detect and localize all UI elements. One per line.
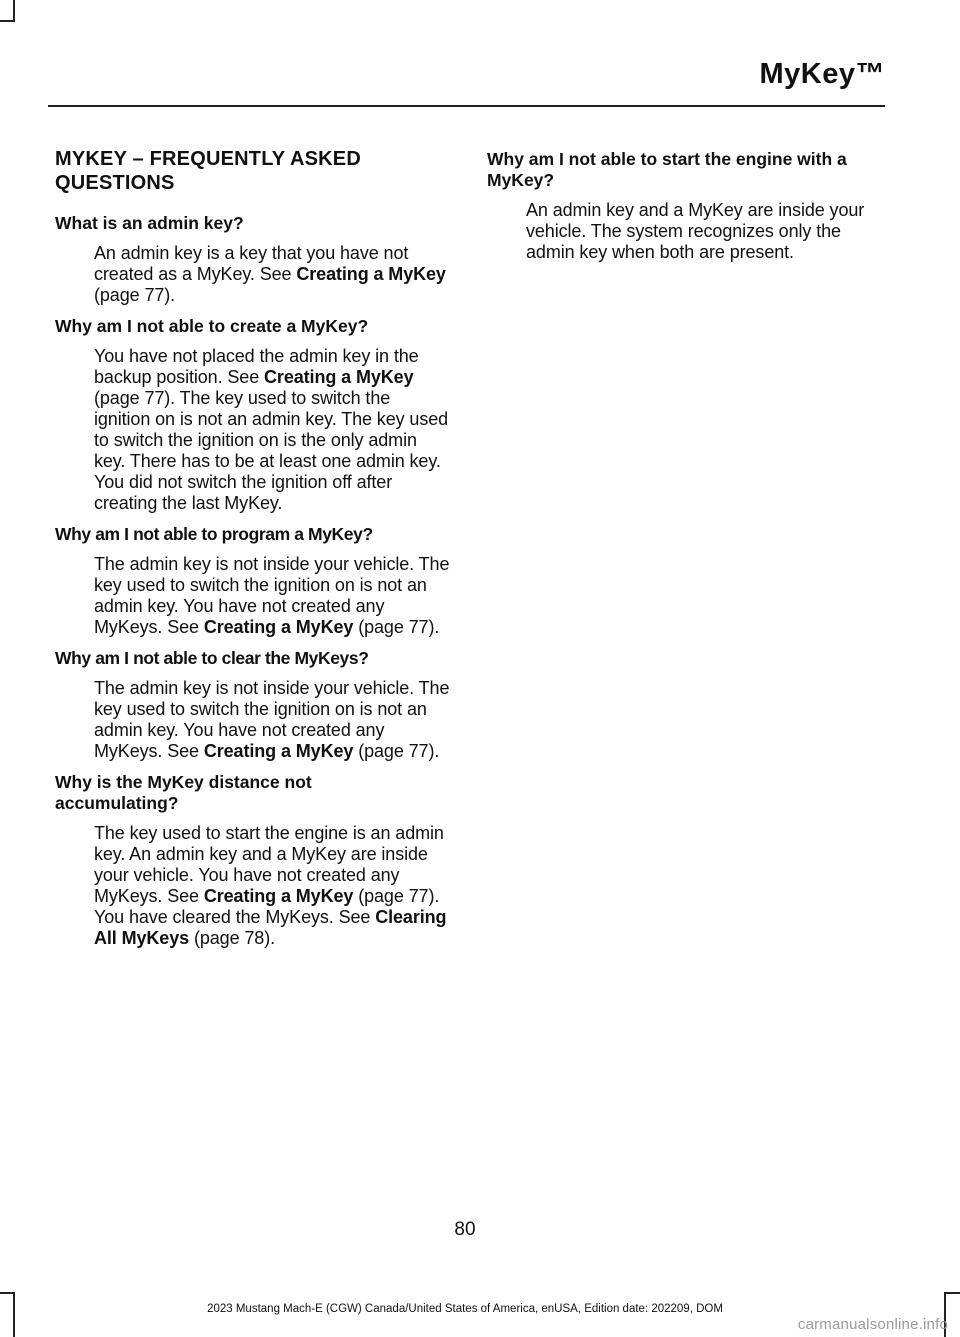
header-divider bbox=[48, 105, 885, 107]
crop-mark bbox=[13, 0, 15, 22]
cross-reference-link[interactable]: Creating a MyKey bbox=[264, 367, 414, 387]
faq-question: Why am I not able to clear the MyKeys? bbox=[55, 648, 369, 668]
crop-mark bbox=[0, 20, 14, 22]
faq-answer: An admin key and a MyKey are inside your vehicle. The system recognizes only the admin key when both are present. bbox=[526, 200, 865, 262]
faq-question: Why am I not able to start the engine with a MyKey? bbox=[487, 149, 847, 190]
faq-answer: The key used to start the engine is an admin key. An admin key and a MyKey are inside your vehicle. You have not created any MyKeys. See Creating a MyKey (page 77). You have cleared the MyKeys. See Clearing All MyKeys (page 78). bbox=[94, 823, 447, 948]
cross-reference-link[interactable]: Creating a MyKey bbox=[203, 617, 354, 637]
crop-mark bbox=[0, 1292, 14, 1294]
faq-answer: The admin key is not inside your vehicle. The key used to switch the ignition on is not an admin key. You have not created any MyKeys. See Creating a MyKey (page 77). bbox=[94, 678, 450, 761]
cross-reference-link[interactable]: Creating a MyKey bbox=[203, 886, 354, 906]
left-column bbox=[55, 147, 450, 959]
right-column bbox=[487, 149, 882, 273]
faq-question: Why is the MyKey distance not accumulating? bbox=[55, 772, 312, 813]
cross-reference-link[interactable]: Creating a MyKey bbox=[296, 264, 446, 284]
faq-question: What is an admin key? bbox=[55, 213, 244, 233]
faq-answer: An admin key is a key that you have not created as a MyKey. See Creating a MyKey (page 77). bbox=[94, 243, 446, 305]
page-number: 80 bbox=[454, 1219, 476, 1240]
section-title: MYKEY – FREQUENTLY ASKED QUESTIONS bbox=[55, 148, 361, 194]
cross-reference-link[interactable]: Clearing All MyKeys bbox=[94, 907, 447, 948]
faq-question: Why am I not able to create a MyKey? bbox=[55, 316, 369, 336]
faq-answer: You have not placed the admin key in the backup position. See Creating a MyKey (page 77). The key used to switch the ignition on is not an admin key. The key used to switch the ignition on is the only admin key. There has to be at least one admin key. You did not switch the ignition off after creating the last MyKey. bbox=[94, 346, 449, 513]
faq-question: Why am I not able to program a MyKey? bbox=[55, 524, 373, 544]
page-title: MyKey™ bbox=[759, 58, 885, 90]
cross-reference-link[interactable]: Creating a MyKey bbox=[203, 741, 354, 761]
watermark: carmanualsonline.info bbox=[797, 1316, 948, 1333]
faq-answer: The admin key is not inside your vehicle. The key used to switch the ignition on is not an admin key. You have not created any MyKeys. See Creating a MyKey (page 77). bbox=[94, 554, 450, 637]
crop-mark bbox=[946, 1292, 960, 1294]
footer-edition-info: 2023 Mustang Mach-E (CGW) Canada/United States of America, enUSA, Edition date: 202209, DOM bbox=[207, 1303, 723, 1315]
